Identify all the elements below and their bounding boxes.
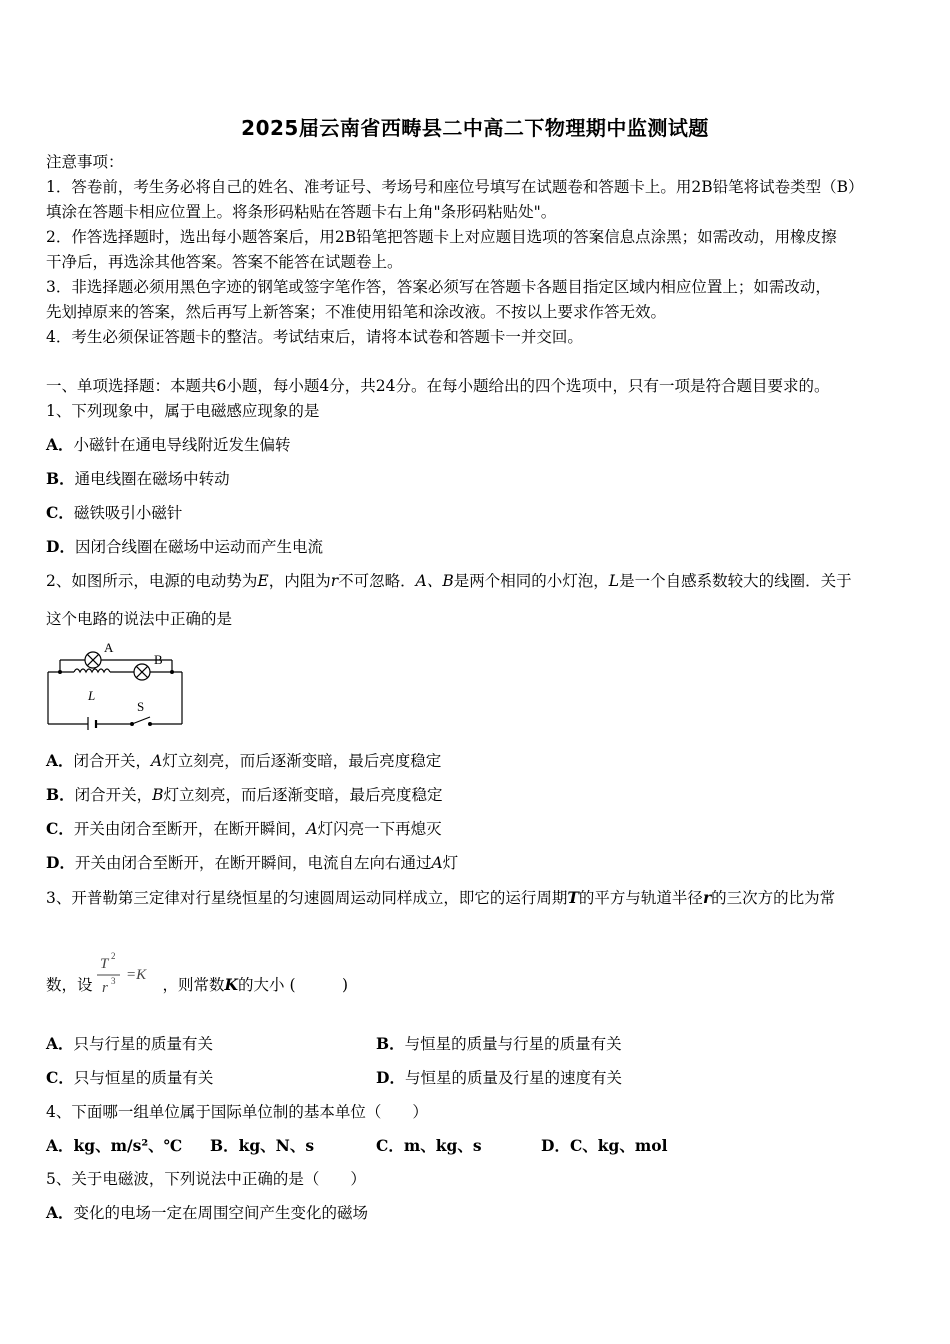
- option-key: D．: [46, 537, 75, 556]
- var-ab: A、B: [415, 572, 454, 590]
- option-text: 灯: [442, 854, 459, 872]
- option-text: m、kg、s: [403, 1136, 482, 1155]
- option-text: 与恒星的质量与行星的质量有关: [404, 1035, 622, 1053]
- q1-option-b: [46, 469, 230, 489]
- question-5-stem: 5、关于电磁波，下列说法中正确的是（ ）: [46, 1170, 366, 1188]
- q5-option-a: [46, 1203, 368, 1223]
- option-text: 灯立刻亮，而后逐渐变暗，最后亮度稳定: [163, 786, 443, 804]
- option-text: kg、m/s²、℃: [73, 1136, 183, 1155]
- q2-option-a: [46, 751, 441, 771]
- option-key: D．: [376, 1068, 405, 1087]
- option-text: 闭合开关，: [73, 752, 152, 770]
- var-l: L: [608, 572, 620, 590]
- option-text: 变化的电场一定在周围空间产生变化的磁场: [73, 1204, 369, 1222]
- notice-line: 2．作答选择题时，选出每小题答案后，用2B铅笔把答题卡上对应题目选项的答案信息点涂黑；如需改动，用橡皮擦: [46, 228, 837, 246]
- var-k: K: [224, 975, 239, 994]
- q1-option-d: [46, 537, 323, 557]
- option-key: C．: [46, 819, 74, 838]
- option-text: 通电线圈在磁场中转动: [74, 470, 230, 488]
- q4-option-d: [541, 1136, 668, 1156]
- stem-text: ，内阻为: [268, 572, 331, 590]
- stem-text: 的三次方的比为常: [711, 889, 836, 907]
- option-text: 因闭合线圈在磁场中运动而产生电流: [74, 538, 323, 556]
- section-heading: 一、单项选择题：本题共6小题，每小题4分，共24分。在每小题给出的四个选项中，只有一项是符合题目要求的。: [46, 377, 830, 395]
- stem-text: 是两个相同的小灯泡，: [453, 572, 609, 590]
- notice-line: 3．非选择题必须用黑色字迹的钢笔或签字笔作答，答案必须写在答题卡各题目指定区域内相应位置上；如需改动，: [46, 278, 831, 296]
- var: B: [152, 786, 164, 804]
- var: A: [151, 752, 163, 770]
- q2-option-b: [46, 785, 443, 805]
- q1-option-a: [46, 435, 291, 455]
- q4-option-c: [376, 1136, 482, 1156]
- stem-text: 的大小 ( ): [238, 976, 349, 994]
- formula-den-exp: 3: [111, 976, 116, 986]
- option-text: 磁铁吸引小磁针: [73, 504, 183, 522]
- formula-rhs: =K: [126, 967, 147, 983]
- var: A: [431, 854, 443, 872]
- stem-text: 不可忽略．: [338, 572, 416, 590]
- circuit-diagram: [44, 638, 186, 730]
- option-text: 灯闪亮一下再熄灭: [317, 820, 442, 838]
- q1-option-c: [46, 503, 182, 523]
- notice-line: 干净后，再选涂其他答案。答案不能答在试题卷上。: [46, 253, 403, 271]
- label-a: A: [104, 640, 114, 655]
- option-text: 开关由闭合至断开，在断开瞬间，电流自左向右通过: [74, 854, 432, 872]
- option-text: 开关由闭合至断开，在断开瞬间，: [73, 820, 307, 838]
- stem-text: 是一个自感系数较大的线圈．关于: [619, 572, 852, 590]
- question-3-stem-line2: [46, 975, 348, 995]
- label-s: S: [137, 699, 145, 714]
- option-key: A．: [46, 751, 74, 770]
- notice-line: 填涂在答题卡相应位置上。将条形码粘贴在答题卡右上角"条形码粘贴处"。: [46, 203, 557, 221]
- option-key: B．: [46, 785, 75, 804]
- stem-text: 3、开普勒第三定律对行星绕恒星的匀速圆周运动同样成立，即它的运行周期: [46, 889, 568, 907]
- option-text: kg、N、s: [238, 1136, 315, 1155]
- page-title: 2025届云南省西畴县二中高二下物理期中监测试题: [241, 116, 709, 140]
- q4-option-b: [210, 1136, 314, 1156]
- notice-line: 4．考生必须保证答题卡的整洁。考试结束后，请将本试卷和答题卡一并交回。: [46, 328, 583, 346]
- var-r: r: [330, 572, 339, 590]
- option-key: B．: [376, 1034, 405, 1053]
- option-key: A．: [46, 1136, 74, 1155]
- option-text: C、kg、mol: [569, 1136, 668, 1155]
- option-key: C．: [46, 503, 74, 522]
- notice-line: 先划掉原来的答案，然后再写上新答案；不准使用铅笔和涂改液。不按以上要求作答无效。: [46, 303, 667, 321]
- formula-t2-over-r3: [94, 948, 164, 1000]
- option-key: A．: [46, 435, 74, 454]
- stem-text: ，则常数: [162, 976, 225, 994]
- formula-den: r: [102, 980, 108, 996]
- question-3-stem: [46, 888, 835, 908]
- option-text: 灯立刻亮，而后逐渐变暗，最后亮度稳定: [162, 752, 442, 770]
- label-l: L: [88, 688, 96, 703]
- stem-text: 的平方与轨道半径: [578, 889, 703, 907]
- option-text: 小磁针在通电导线附近发生偏转: [73, 436, 291, 454]
- q3-option-b: [376, 1034, 622, 1054]
- q3-option-c: [46, 1068, 213, 1088]
- question-4-stem: 4、下面哪一组单位属于国际单位制的基本单位（ ）: [46, 1103, 428, 1121]
- formula-num: T: [100, 956, 109, 972]
- option-key: D．: [46, 853, 75, 872]
- option-key: C．: [46, 1068, 74, 1087]
- q3-option-d: [376, 1068, 622, 1088]
- q3-option-a: [46, 1034, 213, 1054]
- stem-text: 数，设: [46, 976, 93, 994]
- option-key: C．: [376, 1136, 404, 1155]
- option-text: 与恒星的质量及行星的速度有关: [404, 1069, 622, 1087]
- var-e: E: [257, 572, 269, 590]
- q4-option-a: [46, 1136, 182, 1156]
- option-key: A．: [46, 1203, 74, 1222]
- option-text: 只与行星的质量有关: [73, 1035, 214, 1053]
- option-key: D．: [541, 1136, 570, 1155]
- question-2-stem-line2: 这个电路的说法中正确的是: [46, 610, 233, 628]
- q2-option-d: [46, 853, 458, 873]
- notice-line: 1．答卷前，考生务必将自己的姓名、准考证号、考场号和座位号填写在试题卷和答题卡上。用2B铅笔将试卷类型（B）: [46, 178, 864, 196]
- var-t: T: [567, 888, 579, 907]
- question-1-stem: 1、下列现象中，属于电磁感应现象的是: [46, 402, 320, 420]
- question-2-stem: [46, 571, 852, 591]
- option-key: B．: [210, 1136, 239, 1155]
- option-text: 闭合开关，: [74, 786, 153, 804]
- label-b: B: [154, 652, 163, 667]
- var-r: r: [702, 888, 712, 907]
- option-key: B．: [46, 469, 75, 488]
- option-text: 只与恒星的质量有关: [73, 1069, 214, 1087]
- q2-option-c: [46, 819, 442, 839]
- stem-text: 2、如图所示，电源的电动势为: [46, 572, 258, 590]
- formula-num-exp: 2: [111, 951, 116, 961]
- option-key: A．: [46, 1034, 74, 1053]
- var: A: [306, 820, 318, 838]
- notice-heading: 注意事项：: [46, 153, 124, 171]
